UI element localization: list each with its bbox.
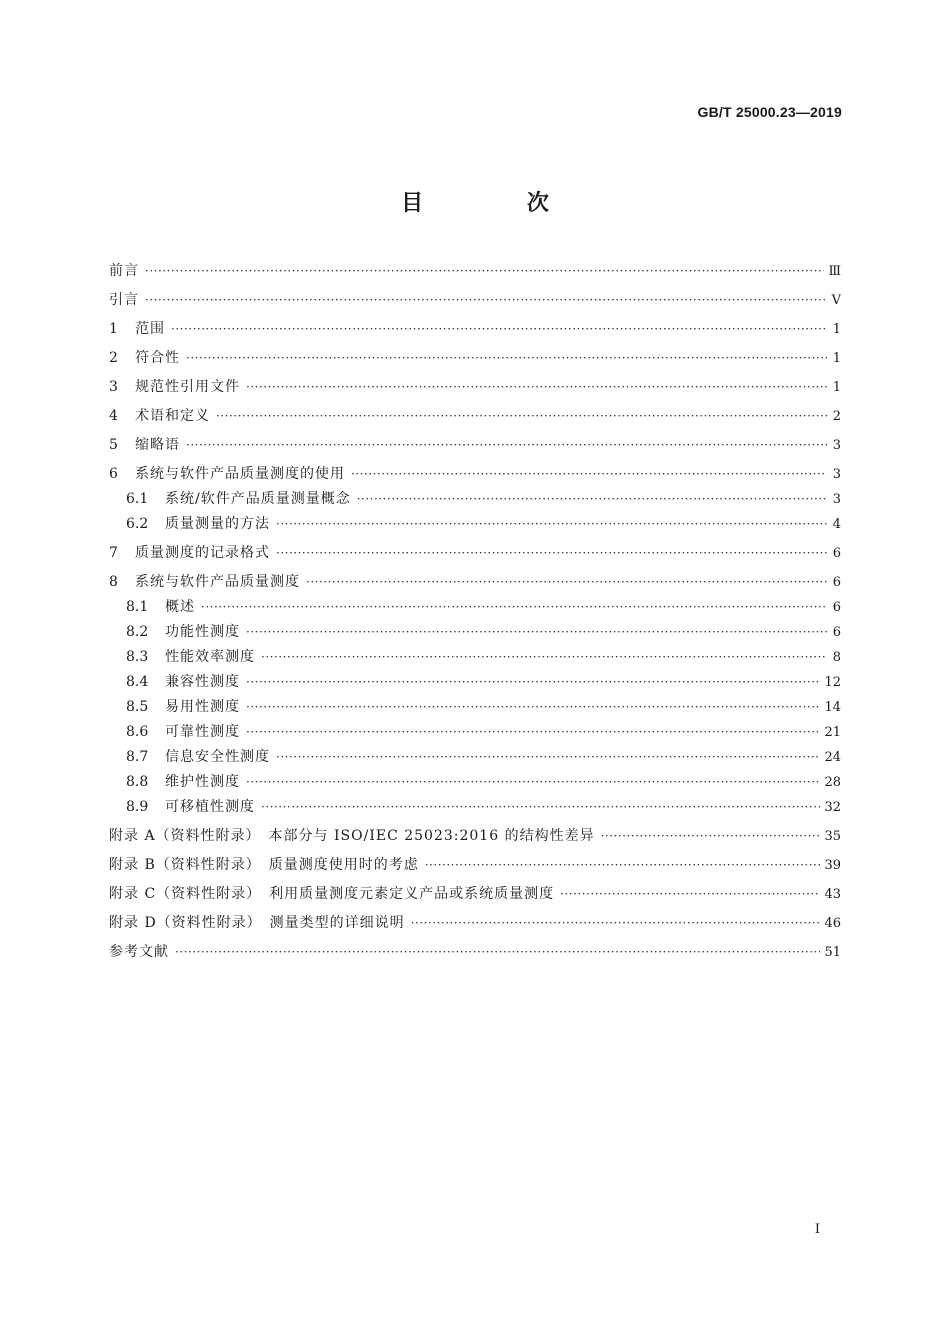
toc-entry-label: 系统与软件产品质量测度的使用 [135,466,345,482]
toc-leader-dots [246,723,820,741]
toc-leader-dots [186,349,827,367]
toc-entry-page: 3 [832,438,841,453]
toc-entry[interactable] [109,885,841,914]
toc-entry-label: 功能性测度 [165,624,240,640]
toc-leader-dots [261,648,827,666]
toc-leader-dots [216,407,827,425]
toc-entry-number: 8.6 [126,724,149,740]
toc-entry[interactable] [109,598,841,623]
toc-entry-page: 2 [832,409,841,424]
toc-entry[interactable] [109,748,841,773]
toc-entry-number: 7 [109,545,118,561]
toc-entry[interactable] [109,773,841,798]
toc-entry-label: 概述 [165,599,195,615]
toc-entry[interactable] [109,698,841,723]
toc-entry-number: 3 [109,379,118,395]
toc-entry[interactable] [109,515,841,544]
toc-entry[interactable] [109,320,841,349]
toc-entry-label: 可靠性测度 [165,724,240,740]
toc-entry-label: 信息安全性测度 [165,749,270,765]
toc-entry-number: 8.3 [126,649,149,665]
toc-entry-label: 缩略语 [135,437,180,453]
toc-entry-page: Ⅴ [831,293,841,308]
toc-entry-page: 3 [832,467,841,482]
toc-entry-page: 43 [824,887,841,902]
toc-entry-label: 易用性测度 [165,699,240,715]
toc-leader-dots [357,490,827,508]
toc-entry-number: 2 [109,350,118,366]
toc-entry[interactable] [109,623,841,648]
toc-leader-dots [246,698,820,716]
toc-leader-dots [186,436,827,454]
toc-entry[interactable] [109,490,841,515]
toc-entry-page: 35 [824,829,841,844]
toc-entry[interactable] [109,573,841,598]
toc-entry[interactable] [109,465,841,490]
toc-entry-label: 附录 A（资料性附录） 本部分与 ISO/IEC 25023:2016 的结构性差异 [109,828,595,844]
toc-entry-page: 28 [824,775,841,790]
toc-entry-label: 质量测度的记录格式 [135,545,270,561]
toc-entry-number: 4 [109,408,118,424]
toc-entry-page: 39 [824,858,841,873]
toc-entry[interactable] [109,798,841,827]
toc-leader-dots [171,320,827,338]
toc-entry-page: 12 [824,675,841,690]
toc-entry-page: 8 [832,650,841,665]
standard-code: GB/T 25000.23—2019 [697,104,842,120]
toc-entry-page: 46 [824,916,841,931]
toc-leader-dots [145,262,824,280]
toc-leader-dots [246,623,827,641]
toc-entry-page: 4 [832,517,841,532]
toc-entry-number: 6.2 [126,516,149,532]
toc-entry-label: 范围 [135,321,165,337]
toc-leader-dots [351,465,827,483]
toc-entry-number: 1 [109,321,118,337]
toc-leader-dots [246,673,820,691]
toc-entry[interactable] [109,723,841,748]
toc-entry-number: 5 [109,437,118,453]
toc-leader-dots [306,573,827,591]
toc-entry-page: 14 [824,700,841,715]
toc-entry-number: 8.7 [126,749,149,765]
toc-entry[interactable] [109,648,841,673]
toc-leader-dots [145,291,827,309]
toc-entry-number: 8.5 [126,699,149,715]
toc-entry-label: 可移植性测度 [165,799,255,815]
page-title: 目 次 [401,191,597,216]
toc-entry-label: 符合性 [135,350,180,366]
toc-entry[interactable] [109,436,841,465]
toc-entry-page: 6 [832,575,841,590]
toc-entry-number: 8.1 [126,599,149,615]
toc-entry-label: 系统/软件产品质量测量概念 [165,491,351,507]
toc-entry-page: 24 [824,750,841,765]
toc-entry-page: 1 [832,380,841,395]
toc-entry-page: 6 [832,600,841,615]
toc-entry[interactable] [109,262,841,291]
toc-entry-number: 6.1 [126,491,149,507]
toc-leader-dots [560,885,820,903]
toc-entry-page: 6 [832,546,841,561]
toc-leader-dots [246,773,820,791]
toc-entry-label: 系统与软件产品质量测度 [135,574,300,590]
toc-entry-label: 引言 [109,292,139,308]
toc-entry[interactable] [109,856,841,885]
toc-entry-page: 6 [832,625,841,640]
toc-entry-page: 3 [832,492,841,507]
toc-entry-label: 质量测量的方法 [165,516,270,532]
toc-leader-dots [276,515,827,533]
toc-entry-page: 1 [832,351,841,366]
toc-entry-page: 21 [824,725,841,740]
toc-leader-dots [175,943,820,961]
toc-entry[interactable] [109,378,841,407]
toc-leader-dots [201,598,827,616]
toc-entry-page: 51 [824,945,841,960]
toc-leader-dots [246,378,827,396]
toc-entry[interactable] [109,544,841,573]
toc-entry-label: 维护性测度 [165,774,240,790]
page-number: I [814,1222,820,1237]
toc-entry-label: 附录 B（资料性附录） 质量测度使用时的考虑 [109,857,419,873]
toc-leader-dots [425,856,821,874]
toc-entry-label: 性能效率测度 [165,649,255,665]
toc-entry-label: 附录 C（资料性附录） 利用质量测度元素定义产品或系统质量测度 [109,886,555,902]
toc-entry-label: 术语和定义 [135,408,210,424]
toc-entry[interactable] [109,943,841,972]
toc-entry[interactable] [109,827,841,856]
toc-leader-dots [411,914,821,932]
toc-entry-number: 8.9 [126,799,149,815]
toc-entry[interactable] [109,291,841,320]
toc-leader-dots [276,544,827,562]
toc-entry-label: 兼容性测度 [165,674,240,690]
table-of-contents [109,262,841,972]
toc-entry[interactable] [109,914,841,943]
toc-entry-page: 1 [832,322,841,337]
toc-entry[interactable] [109,673,841,698]
toc-leader-dots [261,798,820,816]
toc-entry[interactable] [109,349,841,378]
toc-entry-number: 8.4 [126,674,149,690]
toc-entry[interactable] [109,407,841,436]
toc-entry-label: 前言 [109,263,139,279]
toc-entry-label: 参考文献 [109,944,169,960]
toc-entry-number: 8.2 [126,624,149,640]
toc-entry-number: 6 [109,466,118,482]
toc-entry-page: Ⅲ [828,264,841,279]
toc-leader-dots [601,827,821,845]
toc-entry-label: 规范性引用文件 [135,379,240,395]
toc-entry-page: 32 [824,800,841,815]
toc-leader-dots [276,748,820,766]
toc-entry-label: 附录 D（资料性附录） 测量类型的详细说明 [109,915,405,931]
toc-entry-number: 8 [109,574,118,590]
toc-entry-number: 8.8 [126,774,149,790]
